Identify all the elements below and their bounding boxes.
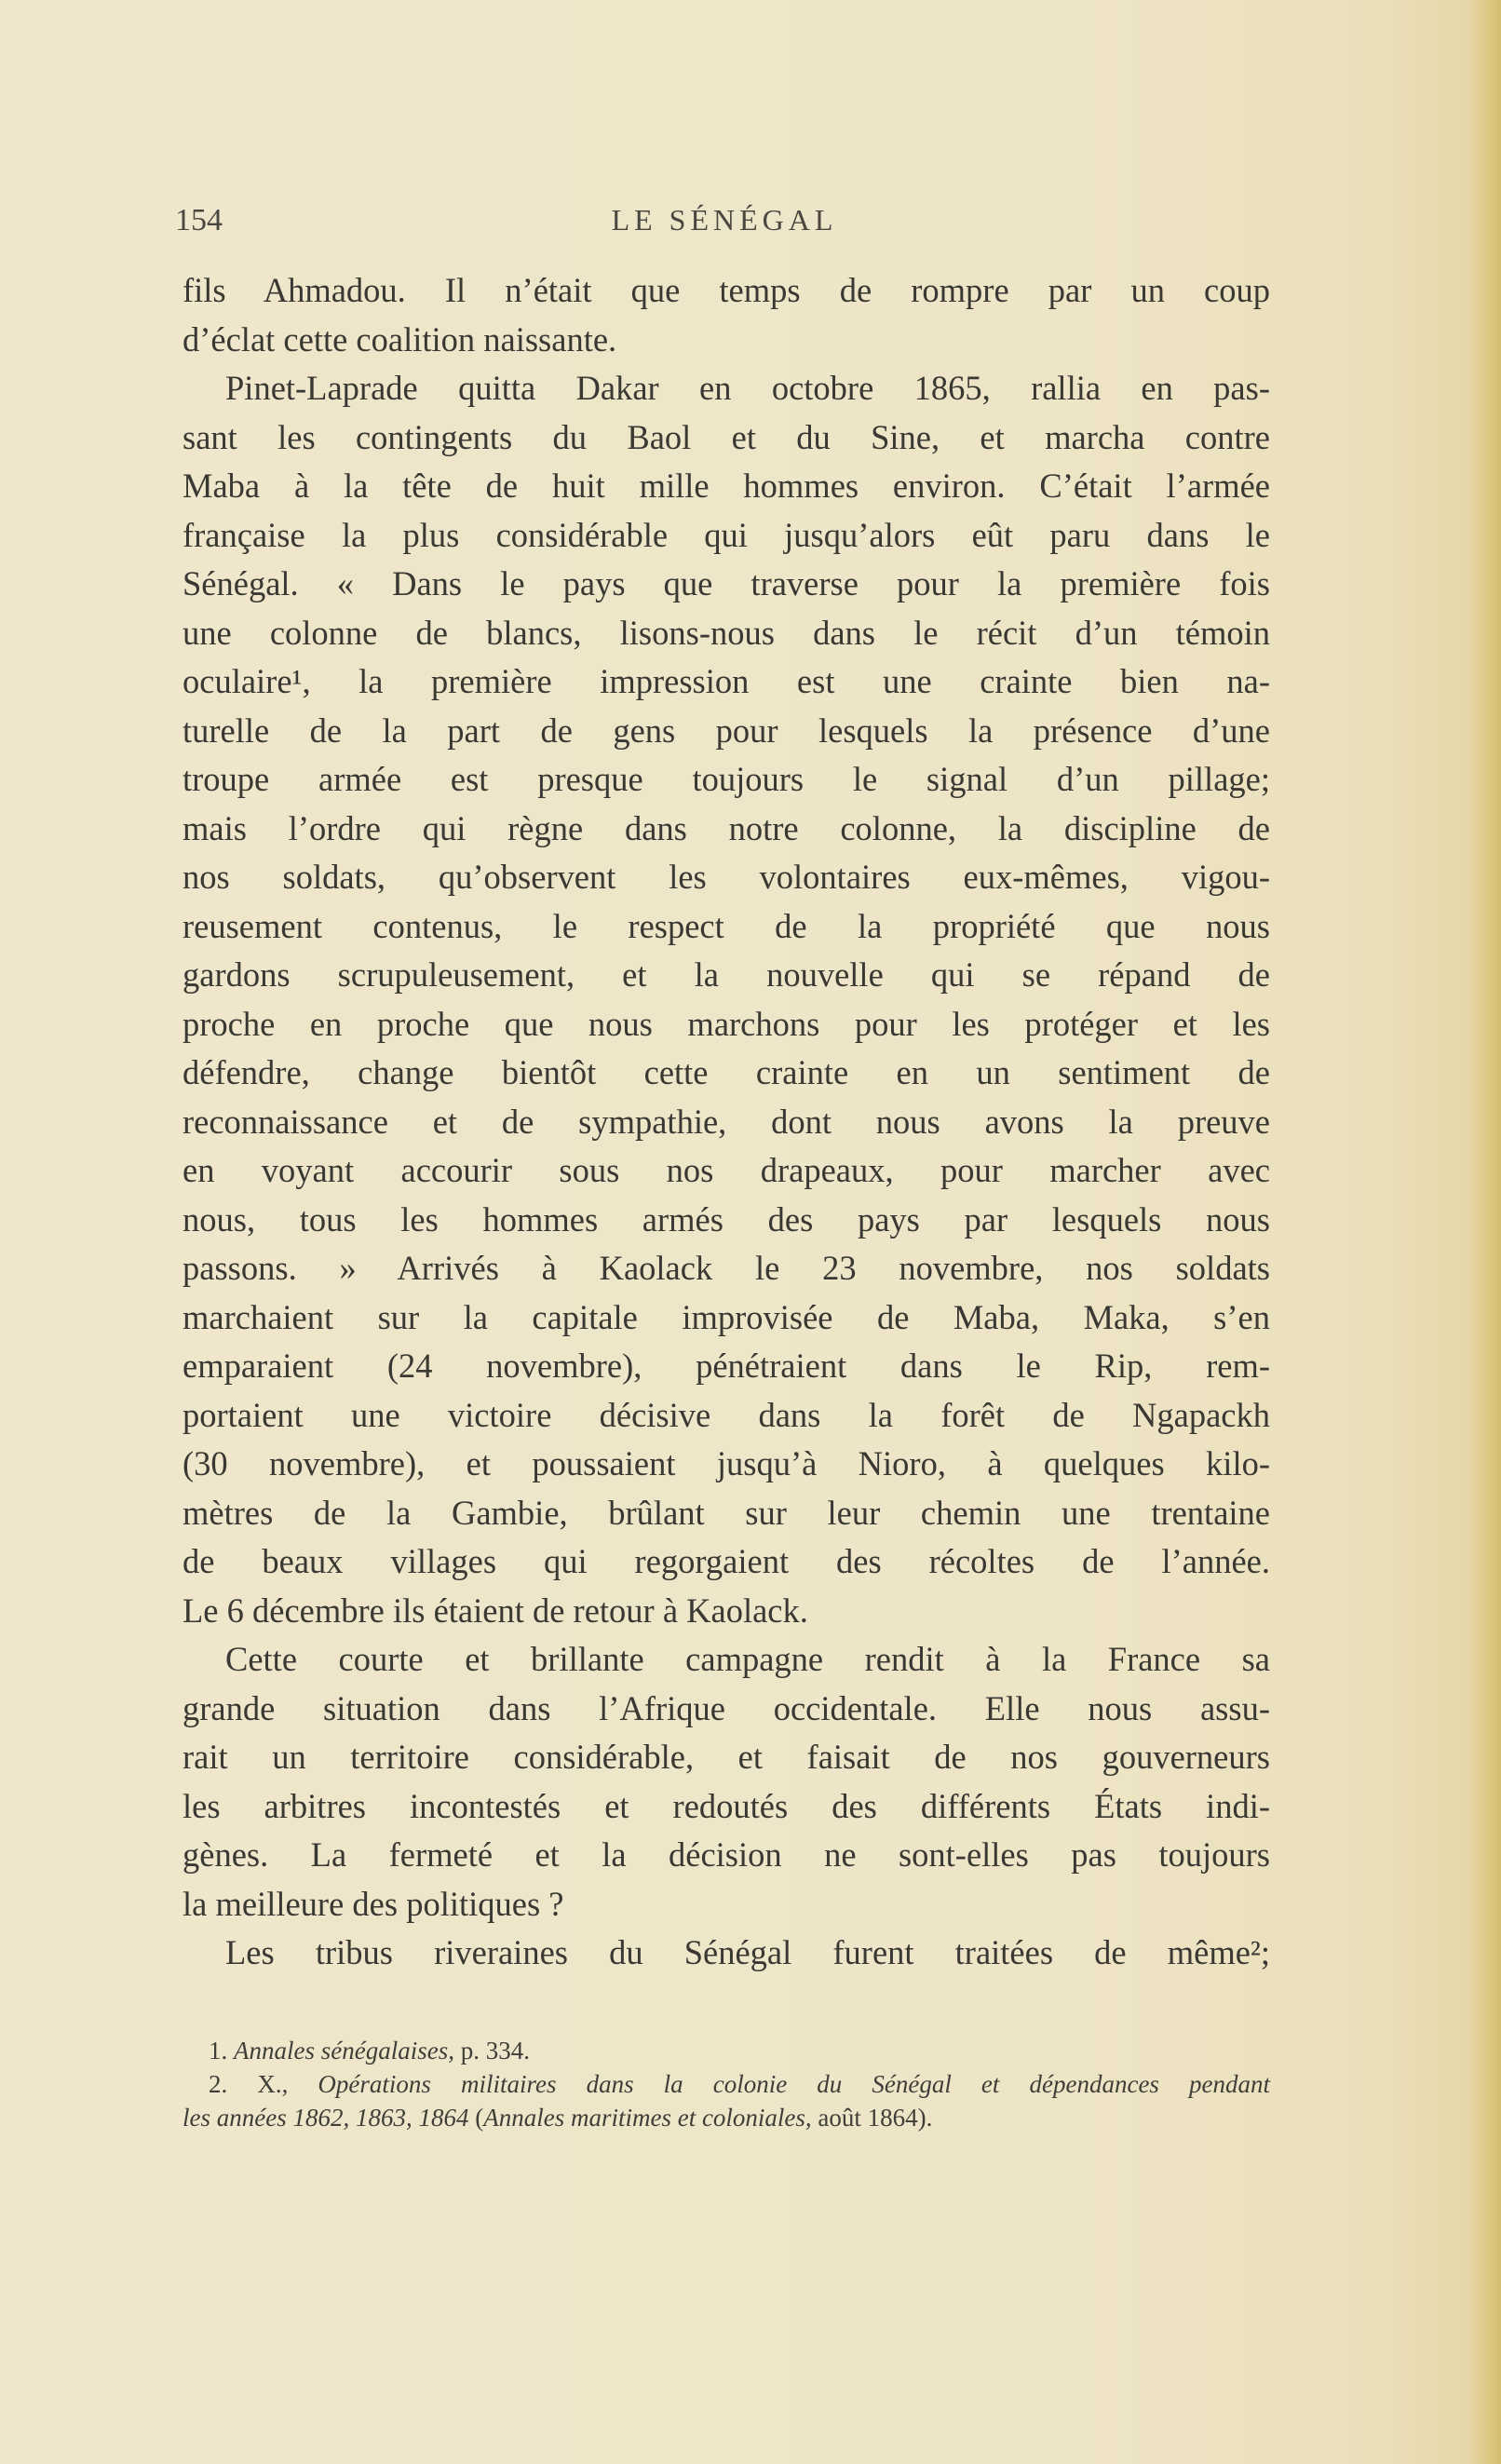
text-line: Les tribus riveraines du Sénégal furent traitées de même²;: [225, 1933, 1270, 1971]
text-line: rait un territoire considérable, et faisait de nos gouverneurs: [183, 1738, 1270, 1776]
running-header: [175, 199, 1274, 246]
text-line: passons. » Arrivés à Kaolack le 23 novembre, nos soldats: [183, 1249, 1270, 1287]
text-line: française la plus considérable qui jusqu’alors eût paru dans le: [183, 515, 1270, 554]
text-line: portaient une victoire décisive dans la forêt de Ngapackh: [183, 1395, 1270, 1434]
text-line: une colonne de blancs, lisons-nous dans le récit d’un témoin: [183, 613, 1270, 652]
footnote-title: les années 1862, 1863, 1864: [183, 2104, 469, 2132]
text-line: oculaire¹, la première impression est une crainte bien na-: [183, 662, 1270, 700]
text-line: d’éclat cette coalition naissante.: [183, 319, 617, 359]
footnote-1: [183, 2034, 1270, 2067]
body-text: [183, 266, 1270, 1978]
text-line: grande situation dans l’Afrique occidentale. Elle nous assu-: [183, 1688, 1270, 1727]
text-line: défendre, change bientôt cette crainte en un sentiment de: [183, 1053, 1270, 1091]
text-line: mètres de la Gambie, brûlant sur leur chemin une trentaine: [183, 1493, 1270, 1532]
text-line: Le 6 décembre ils étaient de retour à Kaolack.: [183, 1591, 808, 1630]
footnote-2: [183, 2067, 1270, 2101]
text-line: troupe armée est presque toujours le signal d’un pillage;: [183, 760, 1270, 798]
text-line: Cette courte et brillante campagne rendit à la France sa: [225, 1640, 1270, 1678]
footnote-2-continued: [183, 2101, 1270, 2134]
footnote-title: Opérations militaires dans la colonie du Sénégal et dépendances pendant: [318, 2070, 1271, 2098]
text-line: mais l’ordre qui règne dans notre colonne, la discipline de: [183, 808, 1270, 847]
footnote-marker: 1.: [209, 2037, 228, 2065]
text-line: reusement contenus, le respect de la propriété que nous: [183, 906, 1270, 945]
footnotes: [183, 2034, 1270, 2134]
text-line: nos soldats, qu’observent les volontaires eux-mêmes, vigou-: [183, 858, 1270, 896]
text-line: nous, tous les hommes armés des pays par lesquels nous: [183, 1199, 1270, 1239]
running-title: LE SÉNÉGAL: [611, 203, 838, 237]
text-line: marchaient sur la capitale improvisée de Maba, Maka, s’en: [183, 1297, 1270, 1336]
footnote-date: août 1864).: [811, 2104, 933, 2132]
page-number: 154: [175, 203, 223, 237]
text-line: emparaient (24 novembre), pénétraient dans le Rip, rem-: [183, 1347, 1270, 1385]
text-line: sant les contingents du Baol et du Sine, et marcha contre: [183, 417, 1270, 456]
text-line: (30 novembre), et poussaient jusqu’à Nioro, à quelques kilo-: [183, 1444, 1270, 1482]
text-line: la meilleure des politiques ?: [183, 1884, 564, 1923]
text-line: de beaux villages qui regorgaient des récoltes de l’année.: [183, 1542, 1270, 1580]
footnote-ref: p. 334.: [453, 2037, 530, 2065]
text-line: gardons scrupuleusement, et la nouvelle qui se répand de: [183, 955, 1270, 994]
text-line: Maba à la tête de huit mille hommes environ. C’était l’armée: [183, 467, 1270, 505]
text-line: les arbitres incontestés et redoutés des différents États indi-: [183, 1786, 1270, 1825]
footnote-journal: Annales maritimes et coloniales,: [483, 2104, 812, 2132]
text-line: en voyant accourir sous nos drapeaux, pour marcher avec: [183, 1151, 1270, 1189]
text-line: Sénégal. « Dans le pays que traverse pour la première fois: [183, 564, 1270, 602]
text-line: reconnaissance et de sympathie, dont nous avons la preuve: [183, 1102, 1270, 1141]
text-line: gènes. La fermeté et la décision ne sont-elles pas toujours: [183, 1835, 1270, 1874]
text-line: fils Ahmadou. Il n’était que temps de rompre par un coup: [183, 271, 1270, 309]
page-edge-shadow: [1469, 0, 1501, 2464]
footnote-paren: (: [468, 2104, 484, 2132]
text-line: turelle de la part de gens pour lesquels la présence d’une: [183, 711, 1270, 750]
footnote-author: X.,: [227, 2070, 318, 2098]
footnote-title: Annales sénégalaises,: [234, 2037, 454, 2065]
footnote-marker: 2.: [209, 2070, 228, 2098]
text-line: proche en proche que nous marchons pour les protéger et les: [183, 1004, 1270, 1043]
text-line: Pinet-Laprade quitta Dakar en octobre 1865, rallia en pas-: [225, 369, 1270, 407]
